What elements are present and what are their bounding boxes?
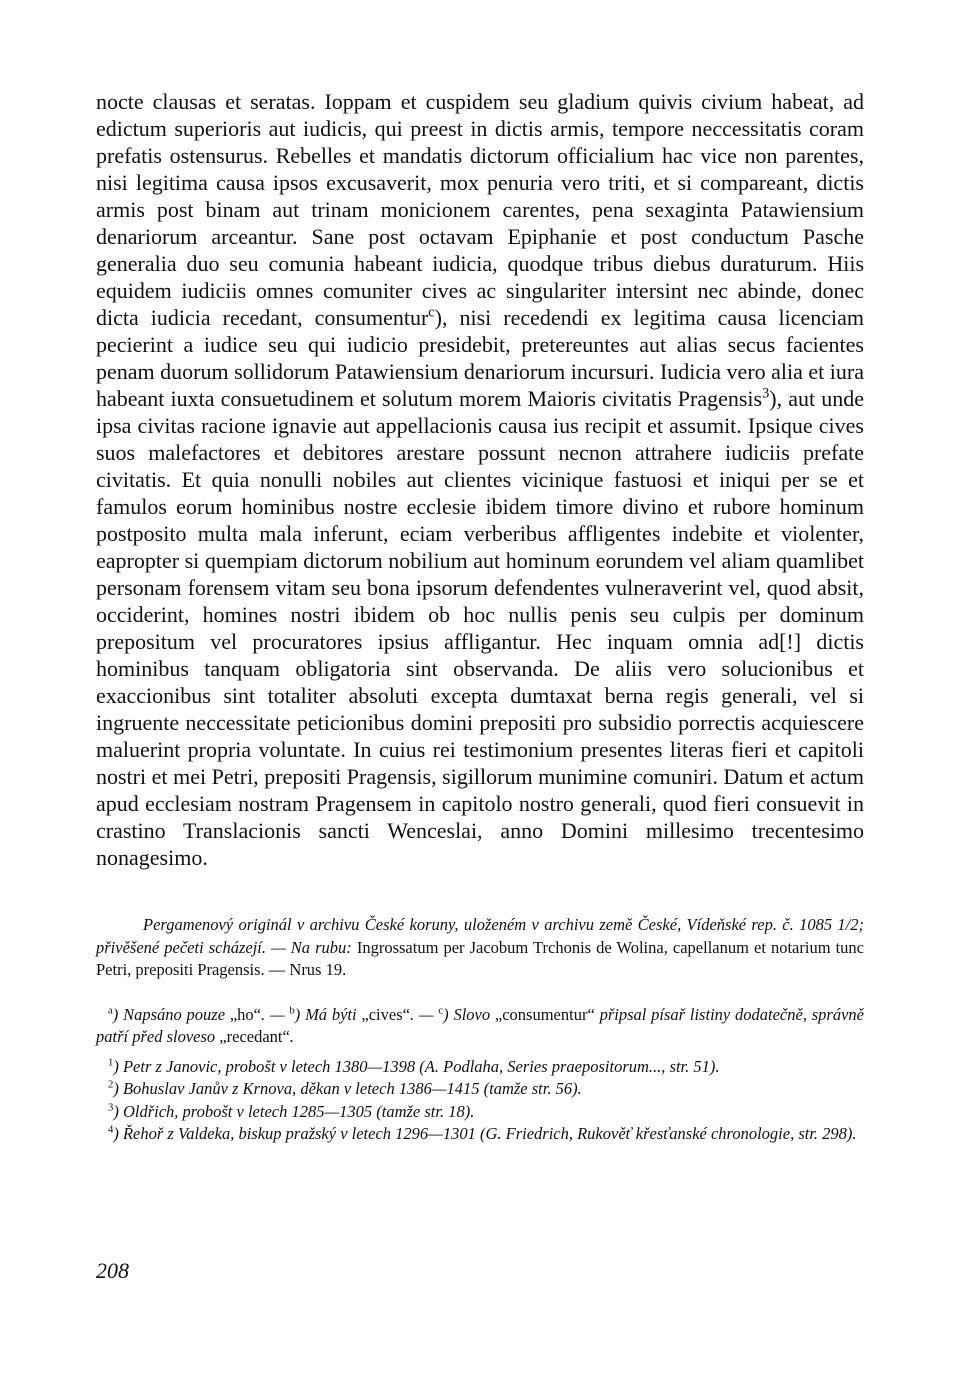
footnote-1 [96,1056,864,1079]
footnote-c-end: . [289,1027,294,1046]
footnote-ref-3: 3 [762,385,770,402]
footnote-mark-4: 4 [108,1123,114,1136]
footnote-b-text: ) Má býti [294,1004,362,1024]
body-paragraph [96,88,864,871]
footnote-a-text: ) Napsáno pouze [112,1004,230,1024]
footnote-c-text-2: připsal písař listiny dodatečně, správně patří před sloveso [96,1004,864,1046]
footnote-1-text: ) Petr z Janovic, probošt v letech 1380—1398 (A. Podlaha, Series praepositorum..., str. 51). [113,1056,720,1076]
footnote-separator: . — [409,1004,439,1024]
footnote-3-text: ) Oldřich, probošt v letech 1285—1305 (tamže str. 18). [113,1101,475,1121]
page-content [96,88,864,1146]
footnote-mark-b: b [289,1004,295,1016]
footnote-c-quote: „consumentur“ [494,1004,595,1024]
footnote-b-quote: „cives“ [361,1004,410,1024]
letter-footnotes [96,1004,864,1049]
footnote-c-text: ) Slovo [443,1004,495,1024]
page-number: 208 [96,1258,129,1283]
footnotes [96,1004,864,1146]
footnote-c-quote-2: „recedant“ [219,1027,290,1046]
footnote-mark-3: 3 [108,1101,114,1113]
footnote-2 [96,1078,864,1101]
source-note [96,914,864,982]
footnote-a-quote: „ho“ [229,1004,261,1024]
footnote-4-text: ) Řehoř z Valdeka, biskup pražský v letech 1296—1301 (G. Friedrich, Rukověť křesťanské chronologie, str. 298). [113,1124,857,1143]
footnote-mark-a: a [108,1004,113,1016]
footnote-2-text: ) Bohuslav Janův z Krnova, děkan v letech 1386—1415 (tamže str. 56). [113,1079,582,1098]
footnote-ref-c: c [428,304,435,321]
source-note-plain: Ingrossatum per Jacobum Trchonis de Wolina, capellanum et notarium tunc Petri, prepositi Pragensis. — Nrus 19. [96,937,864,979]
body-text-part-2: ), nisi recedendi ex legitima causa licenciam pecierint a iudice seu qui iudicio presidebit, pretereuntes aut alias secus facientes penam duorum sollidorum Patawiensium denariorum incursuri. Iudicia vero alia et iura habeant iuxta consuetudinem et solutum morem Maioris civitatis Pragensis [96,305,864,411]
footnote-4 [96,1123,864,1146]
body-text-part-3: ), aut unde ipsa civitas racione ignavie aut appellacionis causa ius recipit et assumit. Ipsique cives suos malefactores et debitores arestare possunt necnon attrahere iudiciis prefate civitatis. Et quia nonulli nobiles aut clientes vicinique fastuosi et iniqui per se et famulos eorum hominibus nostre ecclesie ibidem timore divino et rubore hominum postposito multa mala inferunt, eciam verberibus affligentes indebite et violenter, eapropter si quempiam dictorum nobilium aut hominum eorundem vel aliam quamlibet personam forensem vitam seu bona ipsorum defendentes vulneraverint vel, quod absit, occiderint, homines nostri ibidem ob hoc nullis penis seu culpis per dominum prepositum vel procuratores ipsius affligantur. Hec inquam omnia ad[!] dictis hominibus tanquam obligatoria sint observanda. De aliis vero solucionibus et exaccionibus sint totaliter absoluti excepta dumtaxat berna regis generali, vel si ingruente neccessitate peticionibus domini prepositi pro subsidio porrectis acquiescere maluerint propria voluntate. In cuius rei testimonium presentes literas fieri et capitoli nostri et mei Petri, prepositi Pragensis, sigillorum munimine comuniri. Datum et actum apud ecclesiam nostram Pragensem in capitolo nostro generali, quod fieri consuevit in crastino Translacionis sancti Wenceslai, anno Domini millesimo trecentesimo nonagesimo. [96,386,864,870]
footnote-mark-c: c [438,1004,444,1016]
footnote-mark-2: 2 [108,1078,114,1091]
footnote-mark-1: 1 [108,1056,114,1068]
body-text-part-1: nocte clausas et seratas. Ioppam et cuspidem seu gladium quivis civium habeat, ad edictum superioris aut iudicis, qui preest in dictis armis, tempore neccessitatis coram prefatis ostensurus. Rebelles et mandatis dictorum officialium hac vice non parentes, nisi legitima causa ipsos excusaverit, mox penuria vero triti, et si compareant, dictis armis post binam aut trinam monicionem carentes, pena sexaginta Patawiensium denariorum arceantur. Sane post octavam Epiphanie et post conductum Pasche generalia duo seu comunia habeant iudicia, quodque tribus diebus duraturum. Hiis equidem iudiciis omnes comuniter cives ac singulariter intersint nec abinde, donec dicta iudicia recedant, consumentur [96,89,864,330]
footnote-separator: . — [261,1004,290,1024]
source-note-italic: Pergamenový originál v archivu České koruny, uloženém v archivu země České, Vídeňské rep. č. 1085 1/2; přivěšené pečeti scházejí. — Na rubu: [96,915,864,957]
footnote-3 [96,1101,864,1124]
